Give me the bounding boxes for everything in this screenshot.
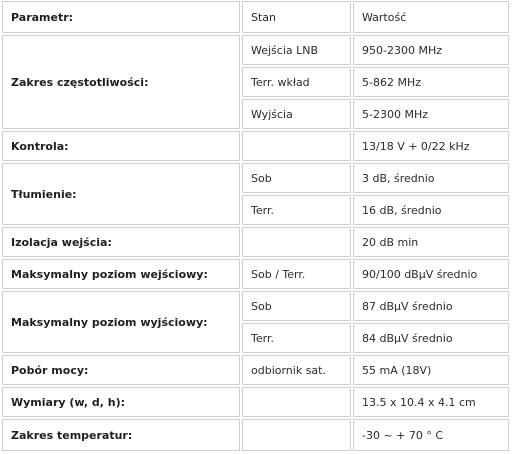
row-value: 13.5 x 10.4 x 4.1 cm [353, 387, 509, 417]
row-state: Wyjścia [242, 99, 351, 129]
row-state: Sob [242, 163, 351, 193]
row-param-input-isolation: Izolacja wejścia: [2, 227, 240, 257]
spec-table [2, 1, 509, 451]
row-state [242, 227, 351, 257]
row-value: 84 dBμV średnio [353, 323, 509, 353]
row-value: 20 dB min [353, 227, 509, 257]
header-state: Stan [242, 1, 351, 33]
row-value: 5-862 MHz [353, 67, 509, 97]
row-value: 55 mA (18V) [353, 355, 509, 385]
row-param-frequency-range: Zakres częstotliwości: [2, 35, 240, 129]
row-value: 13/18 V + 0/22 kHz [353, 131, 509, 161]
row-value: 90/100 dBμV średnio [353, 259, 509, 289]
row-state: Sob / Terr. [242, 259, 351, 289]
row-param-max-input-level: Maksymalny poziom wejściowy: [2, 259, 240, 289]
row-state [242, 387, 351, 417]
row-value: 950-2300 MHz [353, 35, 509, 65]
row-value: 5-2300 MHz [353, 99, 509, 129]
row-value: 3 dB, średnio [353, 163, 509, 193]
row-value: -30 ~ + 70 ° C [353, 419, 509, 451]
row-param-temperature-range: Zakres temperatur: [2, 419, 240, 451]
row-value: 87 dBμV średnio [353, 291, 509, 321]
row-state: Sob [242, 291, 351, 321]
row-param-attenuation: Tłumienie: [2, 163, 240, 225]
row-param-control: Kontrola: [2, 131, 240, 161]
header-value: Wartość [353, 1, 509, 33]
row-state: Wejścia LNB [242, 35, 351, 65]
row-state [242, 419, 351, 451]
row-state [242, 131, 351, 161]
row-param-max-output-level: Maksymalny poziom wyjściowy: [2, 291, 240, 353]
row-state: Terr. [242, 323, 351, 353]
row-value: 16 dB, średnio [353, 195, 509, 225]
row-state: odbiornik sat. [242, 355, 351, 385]
header-parameter: Parametr: [2, 1, 240, 33]
row-param-dimensions: Wymiary (w, d, h): [2, 387, 240, 417]
row-state: Terr. [242, 195, 351, 225]
row-state: Terr. wkład [242, 67, 351, 97]
row-param-power-consumption: Pobór mocy: [2, 355, 240, 385]
